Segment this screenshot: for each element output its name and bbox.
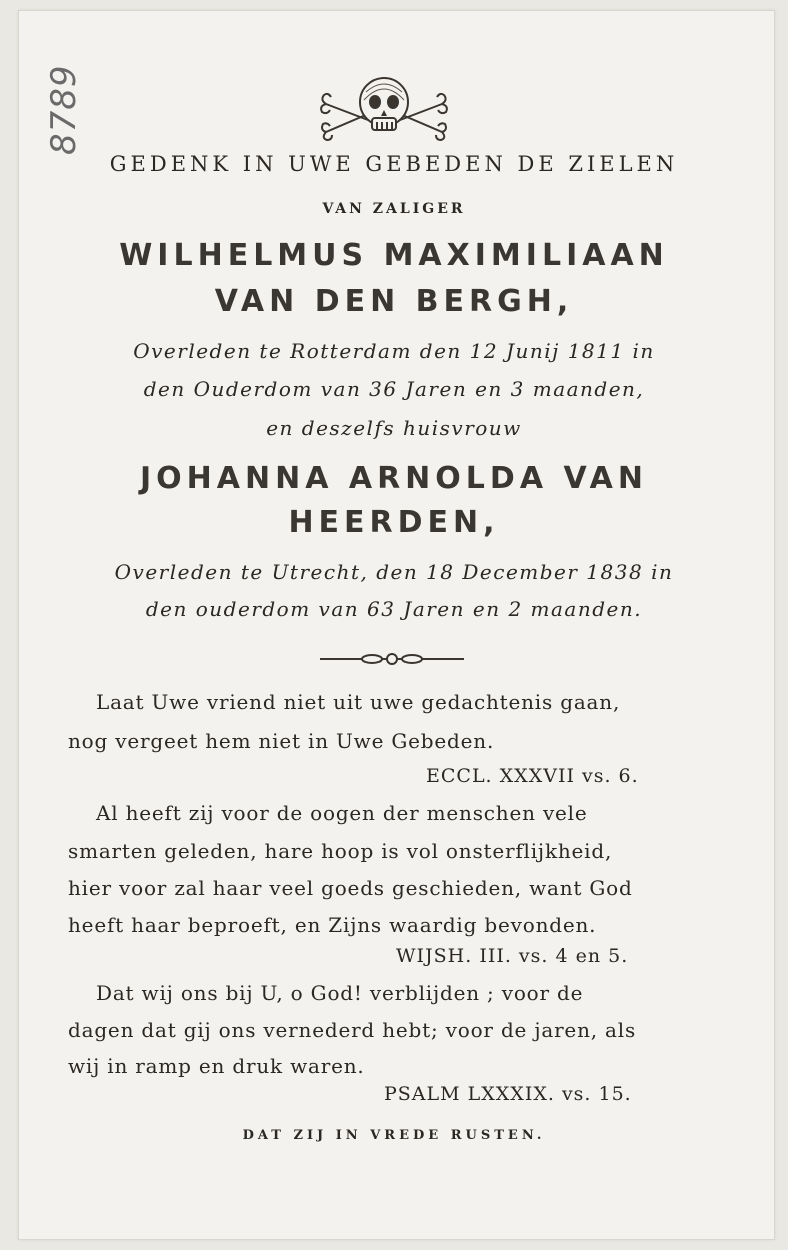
quote2-line4: heeft haar beproeft, en Zijns waardig bevonden. [68,913,597,937]
quote3-line1: Dat wij ons bij U, o God! verblijden ; voor de [96,981,584,1005]
quote1-line1: Laat Uwe vriend niet uit uwe gedachtenis gaan, [96,690,621,714]
skull-and-crossbones-icon [318,70,450,142]
quote3-reference: PSALM LXXXIX. vs. 15. [384,1083,632,1105]
person1-death-line1: Overleden te Rotterdam den 12 Junij 1811 in [133,339,655,363]
person2-death-line1: Overleden te Utrecht, den 18 December 1838 in [114,560,674,584]
header-text: GEDENK IN UWE GEBEDEN DE ZIELEN [109,152,679,176]
pencil-inventory-number: 8789 [44,64,84,155]
closing-text: DAT ZIJ IN VREDE RUSTEN. [242,1128,546,1143]
quote3-line2: dagen dat gij ons vernederd hebt; voor de jaren, als [68,1018,637,1042]
person1-death-line2: den Ouderdom van 36 Jaren en 3 maanden, [143,377,645,401]
quote3-line3: wij in ramp en druk waren. [68,1054,365,1078]
quote1-line2: nog vergeet hem niet in Uwe Gebeden. [68,729,495,753]
person1-name-line1: WILHELMUS MAXIMILIAAN [119,238,669,273]
ornamental-divider-icon [320,650,464,668]
person1-name-line2: VAN DEN BERGH, [214,284,574,319]
quote1-reference: ECCL. XXXVII vs. 6. [426,765,639,787]
quote2-line3: hier voor zal haar veel goeds geschieden, want God [68,876,633,900]
spouse-intro: en deszelfs huisvrouw [266,416,522,440]
subheader-text: VAN ZALIGER [322,201,466,217]
quote2-reference: WIJSH. III. vs. 4 en 5. [396,945,629,967]
person2-name-line2: HEERDEN, [288,505,500,540]
person2-death-line2: den ouderdom van 63 Jaren en 2 maanden. [145,597,643,621]
quote2-line2: smarten geleden, hare hoop is vol onsterflijkheid, [68,839,613,863]
quote2-line1: Al heeft zij voor de oogen der menschen vele [96,801,588,825]
person2-name-line1: JOHANNA ARNOLDA VAN [140,461,648,496]
